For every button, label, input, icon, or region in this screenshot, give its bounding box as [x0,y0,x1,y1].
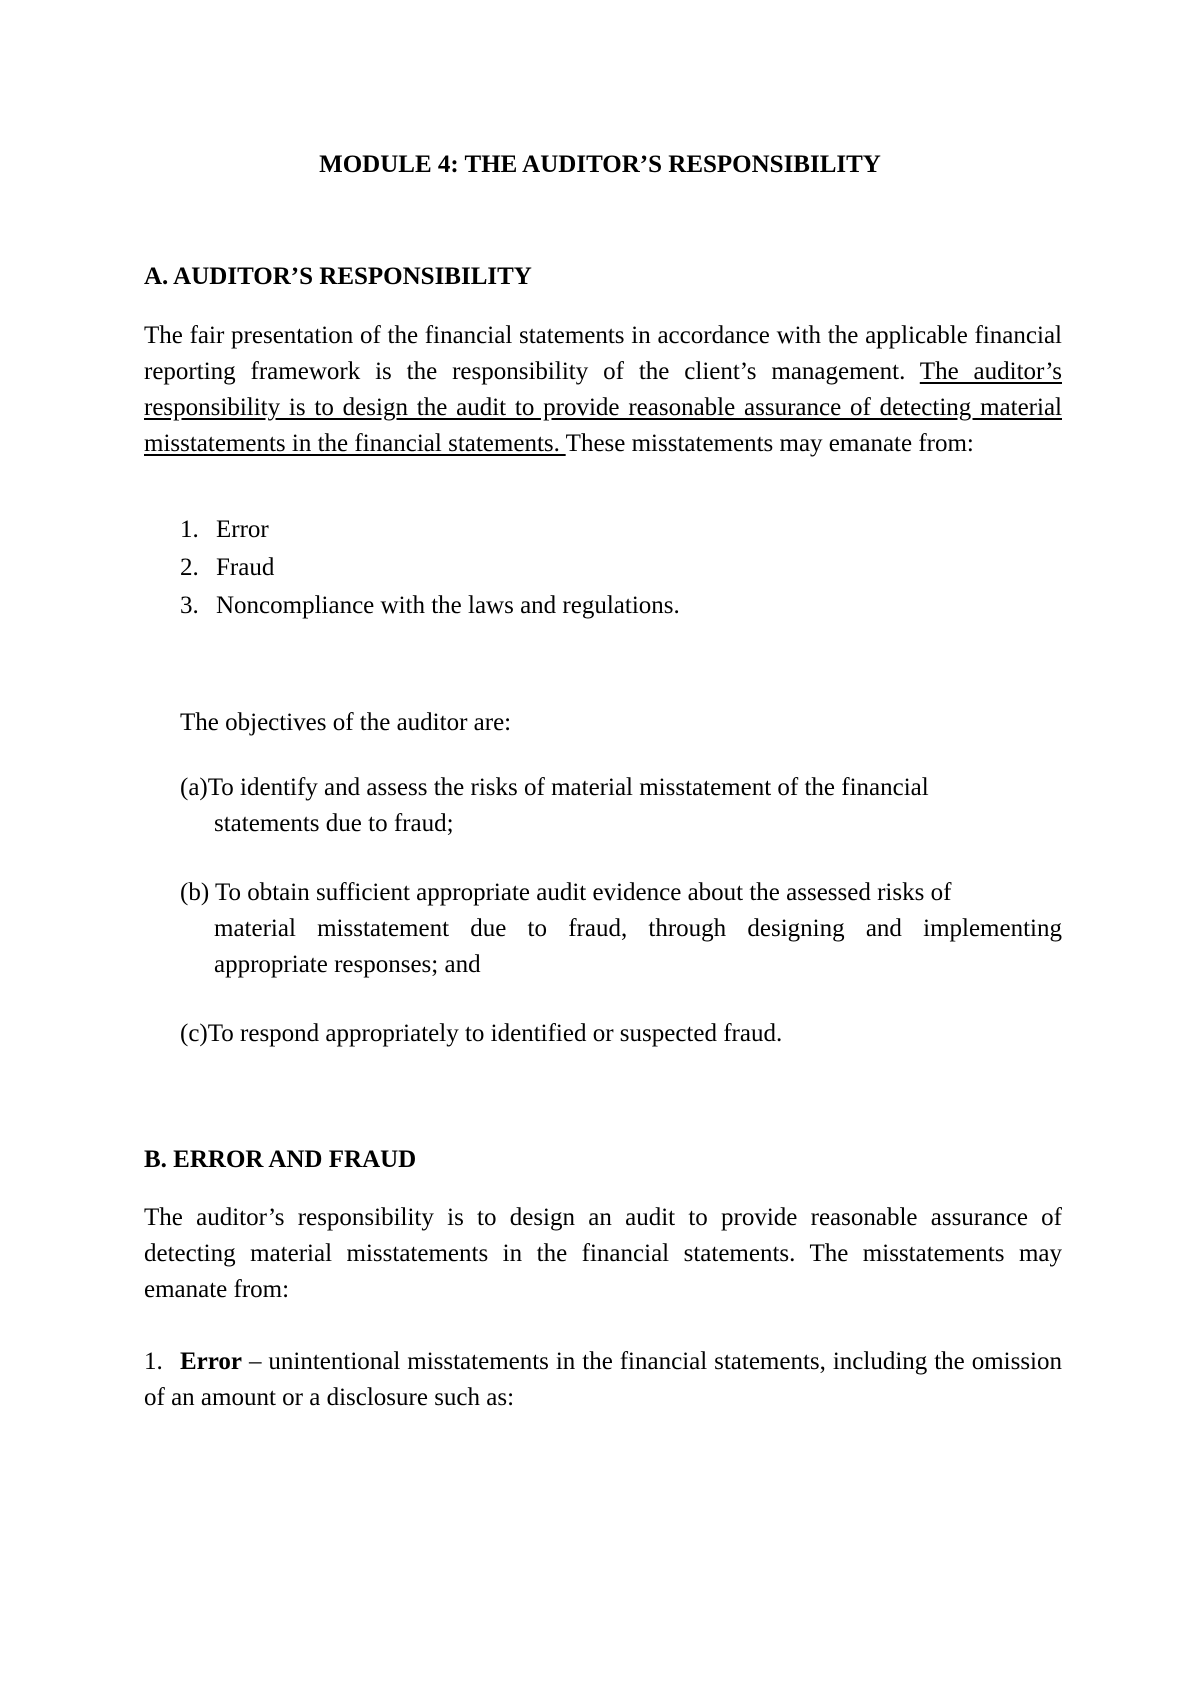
list-item [0,588,1200,626]
sources-list [0,512,1200,626]
objective-first-line: To identify and assess the risks of material misstatement of the financial [207,774,929,801]
paragraph-plain-text-2: These misstatements may emanate from: [565,430,974,457]
objective-continuation: material misstatement due to fraud, through designing and implementing appropriate responses; and [214,915,1062,978]
objective-b [180,875,1062,983]
list-item [0,512,1200,550]
list-number: 1. [144,1348,163,1375]
section-a-paragraph [144,318,1062,462]
paragraph-plain-text-1: The fair presentation of the financial statements in accordance with the applicable financial reporting framework is the responsibility of the client’s management. [144,322,1062,385]
list-item [0,550,1200,588]
list-number: 1. [180,516,199,543]
list-text: Error [216,516,269,543]
error-item [144,1344,1062,1416]
objective-first-line: To obtain sufficient appropriate audit evidence about the assessed risks of [214,879,952,906]
objective-continuation: statements due to fraud; [214,810,454,837]
section-b-heading: B. ERROR AND FRAUD [144,1146,417,1173]
error-term: Error [180,1348,243,1375]
list-text: Fraud [216,554,275,581]
objective-c [180,1016,1062,1052]
list-number: 2. [180,554,199,581]
objective-first-line: To respond appropriately to identified or suspected fraud. [207,1020,783,1047]
objective-label: (c) [180,1020,208,1047]
objective-label: (b) [180,879,215,906]
objective-label: (a) [180,774,208,801]
list-text: Noncompliance with the laws and regulations. [216,592,680,619]
objective-a [180,770,1062,842]
objectives-intro: The objectives of the auditor are: [180,709,512,736]
error-definition: – unintentional misstatements in the financial statements, including the omission of an amount or a disclosure such as: [144,1348,1062,1411]
paragraph-underlined-text: The auditor’s responsibility is to design the audit to provide reasonable assurance of detecting material misstatements in the financial statements. [144,358,1062,457]
list-number: 3. [180,592,199,619]
page-title: MODULE 4: THE AUDITOR’S RESPONSIBILITY [319,151,881,178]
section-b-paragraph: The auditor’s responsibility is to design an audit to provide reasonable assurance of detecting material misstatements in the financial statements. The misstatements may emanate from: [144,1204,1062,1303]
section-a-heading: A. AUDITOR’S RESPONSIBILITY [144,263,532,290]
